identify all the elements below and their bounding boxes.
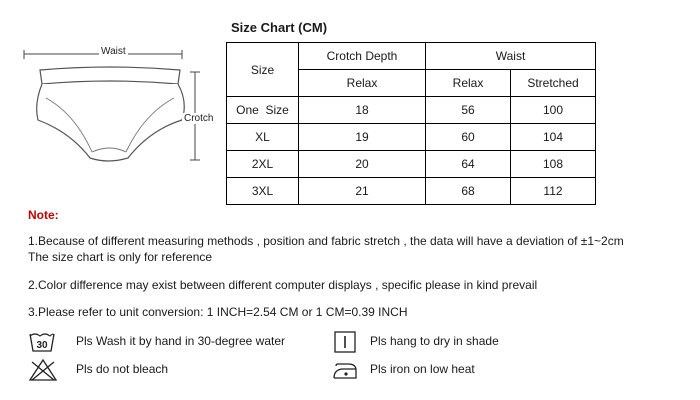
note-line-1: 1.Because of different measuring methods , position and fabric stretch , the data will have a deviation of ±1~2cm [28,234,624,248]
note-line-1b: The size chart is only for reference [28,250,213,264]
cell-waist-stretched: 108 [511,151,596,178]
cell-size: 3XL [227,178,299,205]
cell-waist-stretched: 104 [511,124,596,151]
hand-wash-30-icon [28,330,56,354]
cell-crotch-relax: 21 [299,178,426,205]
crotch-dimension-label: Crotch [184,113,214,124]
cell-waist-relax: 56 [426,97,511,124]
header-waist-stretched: Stretched [511,70,596,97]
table-header-row [227,43,596,70]
care-dry-text: Pls hang to dry in shade [370,334,499,348]
cell-size: 2XL [227,151,299,178]
cell-waist-stretched: 112 [511,178,596,205]
table-row [227,124,596,151]
note-line-3: 3.Please refer to unit conversion: 1 INCH=2.54 CM or 1 CM=0.39 INCH [28,305,408,319]
care-iron-text: Pls iron on low heat [370,362,475,376]
header-waist-relax: Relax [426,70,511,97]
wash-temperature-label: 30 [36,340,48,351]
iron-low-heat-icon [330,358,360,382]
no-bleach-icon [28,358,58,382]
note-title: Note: [28,208,59,222]
underwear-diagram [20,40,220,170]
cell-crotch-relax: 18 [299,97,426,124]
table-row [227,97,596,124]
hang-dry-shade-icon [333,330,357,354]
cell-waist-relax: 64 [426,151,511,178]
note-line-2: 2.Color difference may exist between different computer displays , specific please in kind prevail [28,278,538,292]
size-chart-title: Size Chart (CM) [231,20,328,35]
cell-crotch-relax: 20 [299,151,426,178]
cell-crotch-relax: 19 [299,124,426,151]
cell-waist-stretched: 100 [511,97,596,124]
size-chart-table [226,42,596,205]
table-row [227,178,596,205]
cell-size: XL [227,124,299,151]
header-crotch-depth: Crotch Depth [299,43,426,70]
header-waist: Waist [426,43,596,70]
cell-waist-relax: 68 [426,178,511,205]
header-size: Size [227,43,299,97]
cell-waist-relax: 60 [426,124,511,151]
header-crotch-relax: Relax [299,70,426,97]
waist-dimension-label: Waist [101,46,126,57]
table-row [227,151,596,178]
care-bleach-text: Pls do not bleach [76,362,169,376]
cell-size: One Size [227,97,299,124]
care-wash-text: Pls Wash it by hand in 30-degree water [76,334,285,348]
